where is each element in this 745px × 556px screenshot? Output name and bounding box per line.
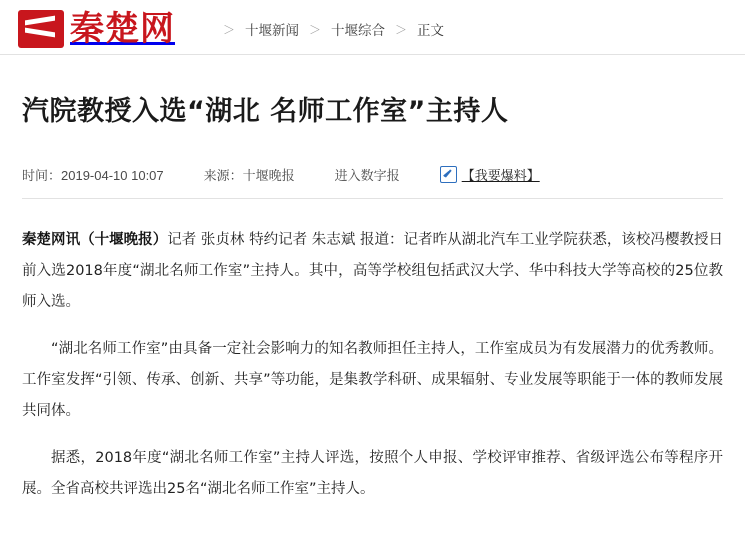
breadcrumb-item-news[interactable]: 十堰新闻 xyxy=(245,23,300,38)
breadcrumb xyxy=(215,19,446,39)
breadcrumb-item-current: 正文 xyxy=(417,23,445,38)
qinchu-logo-mark-icon xyxy=(18,10,64,48)
site-header xyxy=(0,0,745,54)
header-divider xyxy=(0,54,745,55)
breadcrumb-separator: ＞ xyxy=(309,22,322,37)
article-paragraph: “湖北名师工作室”由具备一定社会影响力的知名教师担任主持人，工作室成员为有发展潜力的优秀教师。工作室发挥“引领、传承、创新、共享”等功能，是集教学科研、成果辐射、专业发展等职能于一体的教师发展共同体。 xyxy=(22,341,723,419)
article-lead-source: 秦楚网讯（十堰晚报） xyxy=(22,232,168,248)
page-title: 汽院教授入选“湖北 名师工作室”主持人 xyxy=(22,96,509,127)
breadcrumb-item-general[interactable]: 十堰综合 xyxy=(331,23,386,38)
article-source: 来源：十堰晚报 xyxy=(203,168,295,183)
article-paragraph: 据悉，2018年度“湖北名师工作室”主持人评选，按照个人申报、学校评审推荐、省级评选公布等程序开展。全省高校共评选出25名“湖北名师工作室”主持人。 xyxy=(22,450,723,497)
site-logo-text: 秦楚网 xyxy=(70,9,175,49)
article-meta xyxy=(22,165,723,198)
breadcrumb-separator: ＞ xyxy=(395,22,408,37)
report-news-button[interactable] xyxy=(440,165,540,184)
breadcrumb-separator: ＞ xyxy=(223,22,236,37)
site-logo[interactable] xyxy=(18,10,175,48)
pencil-icon xyxy=(440,166,457,183)
report-news-label: 【我要爆料】 xyxy=(461,168,540,183)
article-body xyxy=(22,225,723,505)
publish-time: 时间：2019-04-10 10:07 xyxy=(22,168,164,183)
article-content xyxy=(0,93,745,505)
digital-paper-link[interactable]: 进入数字报 xyxy=(334,168,400,183)
meta-divider xyxy=(22,198,723,199)
article-paragraph-text: 记者 张贞林 特约记者 朱志斌 报道：记者昨从湖北汽车工业学院获悉，该校冯樱教授日前入选2018年度“湖北名师工作室”主持人。其中，高等学校组包括武汉大学、华中科技大学等高校的25位教师入选。 xyxy=(22,232,724,310)
article-paragraph xyxy=(22,225,723,318)
